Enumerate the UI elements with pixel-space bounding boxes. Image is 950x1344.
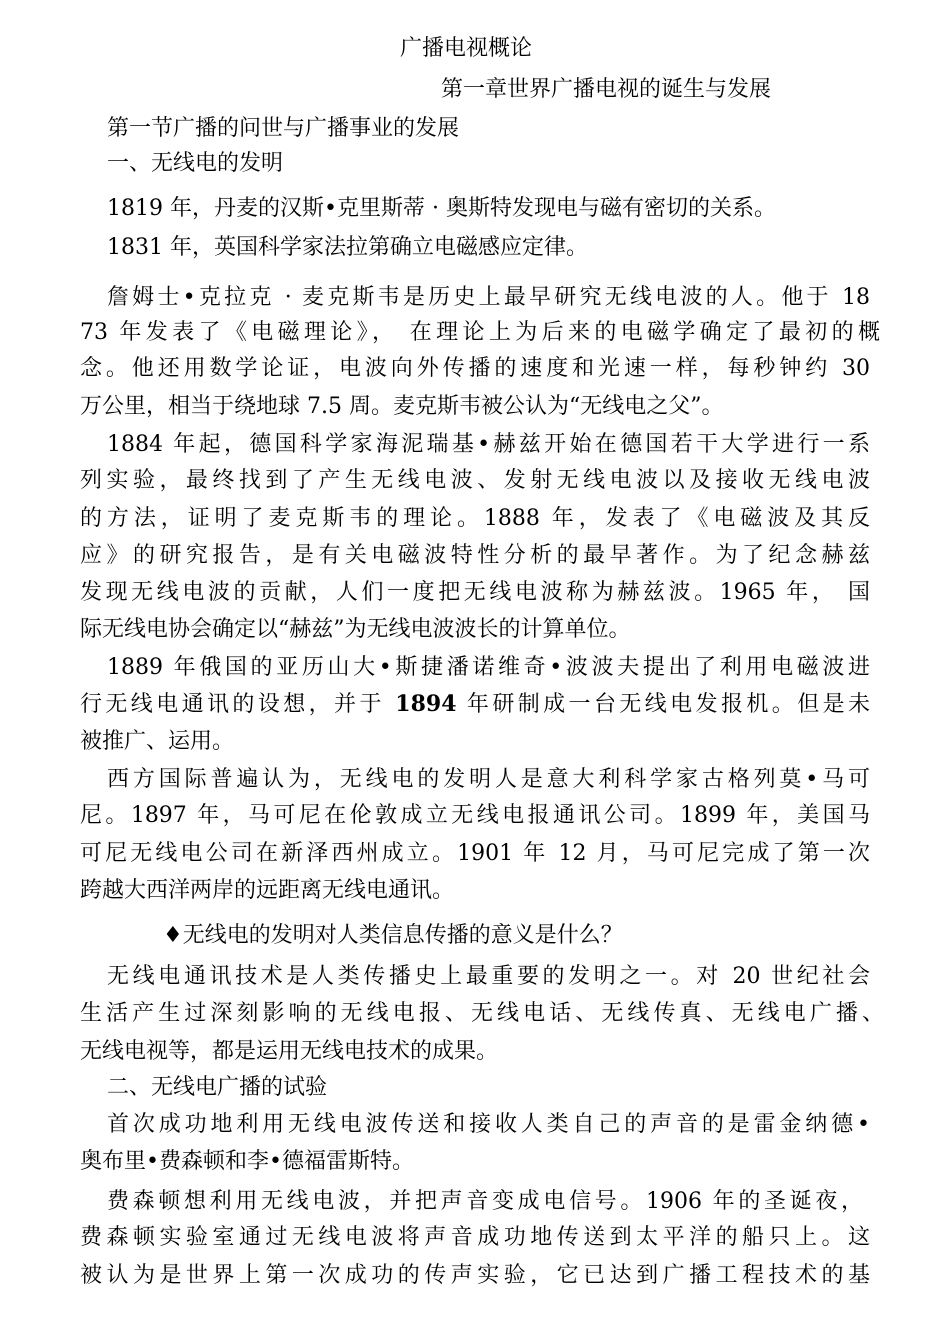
paragraph-line: 被认为是世界上第一次成功的传声实验，它已达到广播工程技术的基 <box>80 1263 870 1288</box>
paragraph-line: 奥布里•费森顿和李•德福雷斯特。 <box>80 1149 414 1174</box>
paragraph-line: 费森顿想利用无线电波，并把声音变成电信号。1906 年的圣诞夜， <box>107 1189 863 1214</box>
paragraph-line: 西方国际普遍认为，无线电的发明人是意大利科学家古格列莫•马可 <box>107 767 870 792</box>
paragraph-line: 尼。1897 年，马可尼在伦敦成立无线电报通讯公司。1899 年，美国马 <box>80 803 870 828</box>
paragraph-line: 的方法，证明了麦克斯韦的理论。1888 年，发表了《电磁波及其反 <box>80 506 870 531</box>
paragraph-line: 生活产生过深刻影响的无线电报、无线电话、无线传真、无线电广播、 <box>80 1001 884 1026</box>
paragraph-line <box>80 689 870 720</box>
paragraph-text: 行无线电通讯的设想，并于 <box>80 692 396 717</box>
paragraph-line: 应》的研究报告，是有关电磁波特性分析的最早著作。为了纪念赫兹 <box>80 543 870 568</box>
paragraph-text: 年研制成一台无线电发报机。但是未 <box>456 692 871 717</box>
paragraph-line: 1831 年，英国科学家法拉第确立电磁感应定律。 <box>107 235 588 260</box>
paragraph-line: 际无线电协会确定以“赫兹”为无线电波波长的计算单位。 <box>80 617 631 642</box>
paragraph-line: 发现无线电波的贡献，人们一度把无线电波称为赫兹波。1965 年， 国 <box>80 580 870 605</box>
paragraph-line: 1889 年俄国的亚历山大•斯捷潘诺维奇•波波夫提出了利用电磁波进 <box>107 655 870 680</box>
paragraph-line: 被推广、运用。 <box>80 729 235 754</box>
paragraph-line: 可尼无线电公司在新泽西州成立。1901 年 12 月，马可尼完成了第一次 <box>80 841 870 866</box>
section-heading: 第一节广播的问世与广播事业的发展 <box>107 116 460 141</box>
chapter-title: 第一章世界广播电视的诞生与发展 <box>441 77 772 102</box>
subsection-heading: 二、无线电广播的试验 <box>107 1075 328 1100</box>
bold-year: 1894 <box>395 691 457 717</box>
paragraph-line: 无线电通讯技术是人类传播史上最重要的发明之一。对 20 世纪社会 <box>107 964 870 989</box>
paragraph-line: 1819 年，丹麦的汉斯•克里斯蒂 · 奥斯特发现电与磁有密切的关系。 <box>107 196 776 221</box>
paragraph-line: 列实验，最终找到了产生无线电波、发射无线电波以及接收无线电波 <box>80 468 870 493</box>
paragraph-line: 万公里，相当于绕地球 7.5 周。麦克斯韦被公认为“无线电之父”。 <box>80 394 724 419</box>
question-line: ♦无线电的发明对人类信息传播的意义是什么？ <box>163 923 623 948</box>
paragraph-line: 詹姆士•克拉克 · 麦克斯韦是历史上最早研究无线电波的人。他于 18 <box>107 285 870 310</box>
paragraph-line: 首次成功地利用无线电波传送和接收人类自己的声音的是雷金纳德• <box>107 1112 870 1137</box>
document-title: 广播电视概论 <box>400 36 533 61</box>
paragraph-line: 跨越大西洋两岸的远距离无线电通讯。 <box>80 878 455 903</box>
paragraph-line: 73 年发表了《电磁理论》， 在理论上为后来的电磁学确定了最初的概 <box>80 320 880 345</box>
paragraph-line: 费森顿实验室通过无线电波将声音成功地传送到太平洋的船只上。这 <box>80 1225 870 1250</box>
paragraph-line: 念。他还用数学论证，电波向外传播的速度和光速一样，每秒钟约 30 <box>80 356 870 381</box>
paragraph-line: 无线电视等，都是运用无线电技术的成果。 <box>80 1039 499 1064</box>
paragraph-line: 1884 年起，德国科学家海泥瑞基•赫兹开始在德国若干大学进行一系 <box>107 432 870 457</box>
subsection-heading: 一、无线电的发明 <box>107 151 284 176</box>
